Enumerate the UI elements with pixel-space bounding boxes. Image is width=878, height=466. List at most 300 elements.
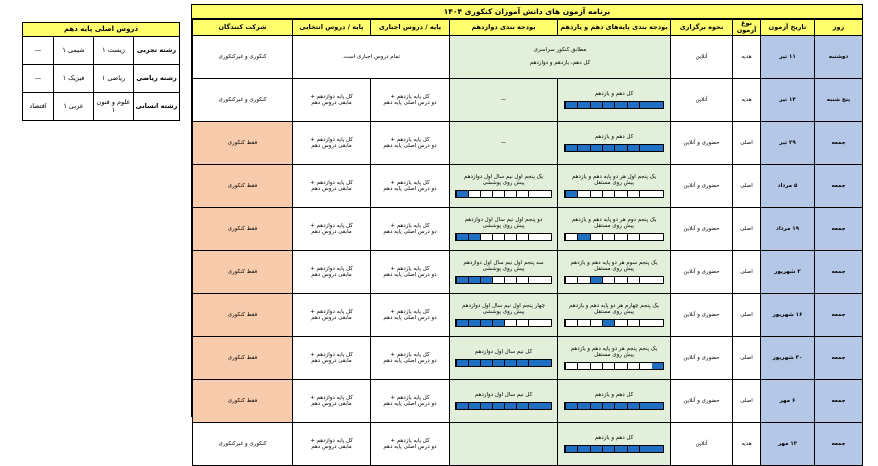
participants-cell: فقط کنکوری <box>193 336 293 379</box>
participants-cell: فقط کنکوری <box>193 293 293 336</box>
progress-bar <box>455 190 551 198</box>
exam-type-cell: اصلی <box>733 207 761 250</box>
bar-segment <box>627 320 639 326</box>
day-cell: جمعه <box>815 422 863 465</box>
bar-segment <box>516 360 528 366</box>
budget-text: — <box>500 96 507 103</box>
required-courses-cell <box>371 250 450 293</box>
bar-segment <box>590 363 602 369</box>
course-line: دو درس اصلی پایه دهم <box>383 142 437 149</box>
date-cell: ۱۴ تیر <box>761 78 815 121</box>
bar-segment <box>602 191 614 197</box>
bar-segment <box>590 191 602 197</box>
bar-segment <box>565 363 577 369</box>
table-row <box>193 336 863 379</box>
side-course: زیست ۱ <box>94 37 134 65</box>
exam-type-cell: هدیه <box>733 422 761 465</box>
course-line: مابقی دروس دهم <box>311 314 352 321</box>
bar-segment <box>528 191 540 197</box>
bar-segment <box>516 234 528 240</box>
exam-type-cell: اصلی <box>733 250 761 293</box>
day-cell: جمعه <box>815 121 863 164</box>
bar-segment <box>540 277 551 283</box>
course-line: کل پایه یازدهم + <box>390 136 430 143</box>
bar-segment <box>468 320 480 326</box>
bar-segment <box>614 277 626 283</box>
budget-text: یک پنجم اول نیم سال اول دوازدهم <box>463 174 544 181</box>
progress-bar <box>455 402 551 410</box>
side-table <box>22 22 180 121</box>
budget-text: کل نیم سال اول دوازدهم <box>474 392 533 399</box>
course-line: دو درس اصلی پایه دهم <box>383 443 437 450</box>
course-line: دو درس اصلی پایه دهم <box>383 185 437 192</box>
course-line: کل پایه دوازدهم + <box>310 93 353 100</box>
course-line: دو درس اصلی پایه دهم <box>383 357 437 364</box>
bar-segment <box>590 446 602 452</box>
bar-segment <box>492 277 504 283</box>
bar-segment <box>614 234 626 240</box>
elective-courses-cell <box>293 78 371 121</box>
bar-segment <box>577 320 589 326</box>
bar-segment <box>565 403 577 409</box>
bar-segment <box>639 277 651 283</box>
bar-segment <box>456 234 468 240</box>
budget-text: سه پنجم اول نیم سال اول دوازدهم <box>463 260 544 267</box>
bar-segment <box>456 277 468 283</box>
course-line: کل پایه یازدهم + <box>390 308 430 315</box>
budget-12-cell <box>450 207 558 250</box>
bar-segment <box>565 145 577 151</box>
progress-bar <box>564 190 665 198</box>
budget-subtext: پیش روی مستقل <box>594 266 634 273</box>
budget-subtext: پیش روی پوششی <box>482 180 525 187</box>
progress-bar <box>564 233 665 241</box>
budget-subtext: پیش روی پوششی <box>482 266 525 273</box>
bar-segment <box>590 320 602 326</box>
bar-segment <box>456 191 468 197</box>
budget-12-cell <box>450 121 558 164</box>
bar-segment <box>602 277 614 283</box>
exam-type-cell: هدیه <box>733 78 761 121</box>
bar-segment <box>652 145 663 151</box>
bar-segment <box>565 446 577 452</box>
course-line: کل پایه یازدهم + <box>390 351 430 358</box>
bar-segment <box>652 320 663 326</box>
bar-segment <box>639 145 651 151</box>
schedule-table <box>191 4 863 450</box>
course-line: کل پایه دوازدهم + <box>310 308 353 315</box>
column-header: بودجه بندی پایه‌های دهم و یازدهم <box>558 20 671 36</box>
budget-text: کل دهم و یازدهم <box>594 392 634 399</box>
bar-segment <box>565 320 577 326</box>
exam-mode-cell: آنلاین <box>671 78 733 121</box>
bar-segment <box>590 277 602 283</box>
bar-segment <box>577 234 589 240</box>
exam-mode-cell: حضوری و آنلاین <box>671 164 733 207</box>
table-row <box>193 207 863 250</box>
bar-segment <box>480 277 492 283</box>
bar-segment <box>614 102 626 108</box>
bar-segment <box>565 102 577 108</box>
bar-segment <box>516 320 528 326</box>
side-course: ریاضی ۱ <box>94 65 134 93</box>
bar-segment <box>540 234 551 240</box>
participants-cell: کنکوری و غیرکنکوری <box>193 78 293 121</box>
bar-segment <box>652 234 663 240</box>
required-courses-cell <box>371 336 450 379</box>
bar-segment <box>614 403 626 409</box>
bar-segment <box>590 102 602 108</box>
budget-10-11-cell <box>558 121 671 164</box>
course-line: کل پایه یازدهم + <box>390 222 430 229</box>
bar-segment <box>528 360 540 366</box>
bar-segment <box>528 320 540 326</box>
budget-10-11-cell <box>558 379 671 422</box>
bar-segment <box>504 403 516 409</box>
bar-segment <box>456 403 468 409</box>
budget-text: دو پنجم اول نیم سال اول دوازدهم <box>464 217 543 224</box>
exam-type-cell: هدیه <box>733 35 761 78</box>
participants-cell: فقط کنکوری <box>193 379 293 422</box>
progress-bar <box>564 445 665 453</box>
bar-segment <box>614 363 626 369</box>
day-cell: دوشنبه <box>815 35 863 78</box>
side-course: عربی ۱ <box>54 93 94 121</box>
bar-segment <box>577 363 589 369</box>
side-course: علوم و فنون ۱ <box>94 93 134 121</box>
table-row <box>193 250 863 293</box>
courses-span-cell: تمام دروس اجباری است. <box>293 35 450 78</box>
progress-bar <box>564 402 665 410</box>
exam-type-cell: اصلی <box>733 293 761 336</box>
bar-segment <box>540 320 551 326</box>
course-line: کل پایه دوازدهم + <box>310 437 353 444</box>
budget-subtext: پیش روی پوششی <box>482 223 525 230</box>
bar-segment <box>627 191 639 197</box>
course-line: دو درس اصلی پایه دهم <box>383 271 437 278</box>
day-cell: جمعه <box>815 336 863 379</box>
budget-12-cell <box>450 379 558 422</box>
table-row <box>193 35 863 78</box>
date-cell: ۱۳ مهر <box>761 422 815 465</box>
bar-segment <box>602 102 614 108</box>
bar-segment <box>516 403 528 409</box>
bar-segment <box>652 363 663 369</box>
course-line: کل پایه یازدهم + <box>390 394 430 401</box>
progress-bar <box>564 319 665 327</box>
exam-mode-cell: آنلاین <box>671 35 733 78</box>
side-group: رشته انسانی <box>134 93 180 121</box>
day-cell: جمعه <box>815 207 863 250</box>
column-header: بودجه بندی دوازدهم <box>450 20 558 36</box>
column-header: تاریخ آزمون <box>761 20 815 36</box>
budget-12-cell <box>450 336 558 379</box>
bar-segment <box>590 403 602 409</box>
budget-line: کل دهم، یازدهم و دوازدهم <box>529 60 591 67</box>
required-courses-cell <box>371 422 450 465</box>
schedule-grid <box>192 19 863 466</box>
bar-segment <box>577 145 589 151</box>
bar-segment <box>540 403 551 409</box>
bar-segment <box>639 234 651 240</box>
exam-mode-cell: حضوری و آنلاین <box>671 121 733 164</box>
table-row <box>193 293 863 336</box>
exam-type-cell: اصلی <box>733 164 761 207</box>
budget-text: یک پنجم چهارم هر دو پایه دهم و یازدهم <box>569 303 659 310</box>
budget-10-11-cell <box>558 78 671 121</box>
progress-bar <box>564 362 665 370</box>
exam-type-cell: اصلی <box>733 379 761 422</box>
budget-12-cell <box>450 293 558 336</box>
course-line: مابقی دروس دهم <box>311 443 352 450</box>
budget-text: چهار پنجم اول نیم سال اول دوازدهم <box>462 303 545 310</box>
bar-segment <box>602 145 614 151</box>
bar-segment <box>627 403 639 409</box>
bar-segment <box>577 277 589 283</box>
budget-span-cell <box>450 35 671 78</box>
bar-segment <box>565 234 577 240</box>
date-cell: ۱۹ مرداد <box>761 207 815 250</box>
budget-text: یک پنجم پنجم هر دو پایه دهم و یازدهم <box>570 346 658 353</box>
bar-segment <box>480 360 492 366</box>
required-courses-cell <box>371 293 450 336</box>
budget-12-cell <box>450 422 558 465</box>
budget-line: مطابق کنکور سراسری <box>533 47 587 54</box>
course-line: کل پایه دوازدهم + <box>310 394 353 401</box>
bar-segment <box>492 403 504 409</box>
bar-segment <box>627 234 639 240</box>
bar-segment <box>627 145 639 151</box>
budget-text: — <box>500 139 507 146</box>
budget-text: یک پنجم سوم هر دو پایه دهم و یازدهم <box>570 260 658 267</box>
exam-mode-cell: حضوری و آنلاین <box>671 293 733 336</box>
bar-segment <box>602 446 614 452</box>
bar-segment <box>492 320 504 326</box>
budget-subtext: پیش روی مستقل <box>594 309 634 316</box>
budget-text: یک پنجم اول هر دو پایه دهم و یازدهم <box>571 174 657 181</box>
budget-10-11-cell <box>558 336 671 379</box>
exam-mode-cell: حضوری و آنلاین <box>671 207 733 250</box>
elective-courses-cell <box>293 207 371 250</box>
elective-courses-cell <box>293 336 371 379</box>
bar-segment <box>565 191 577 197</box>
bar-segment <box>528 403 540 409</box>
participants-cell: فقط کنکوری <box>193 164 293 207</box>
budget-subtext: پیش روی مستقل <box>594 180 634 187</box>
budget-10-11-cell <box>558 207 671 250</box>
bar-segment <box>627 363 639 369</box>
day-cell: جمعه <box>815 379 863 422</box>
side-title: دروس اصلی پایه دهم <box>23 23 180 37</box>
column-header: روز <box>815 20 863 36</box>
course-line: دو درس اصلی پایه دهم <box>383 228 437 235</box>
exam-mode-cell: حضوری و آنلاین <box>671 336 733 379</box>
bar-segment <box>456 360 468 366</box>
bar-segment <box>652 403 663 409</box>
course-line: کل پایه یازدهم + <box>390 93 430 100</box>
required-courses-cell <box>371 78 450 121</box>
budget-subtext: پیش روی مستقل <box>594 352 634 359</box>
bar-segment <box>652 446 663 452</box>
budget-12-cell <box>450 78 558 121</box>
bar-segment <box>639 446 651 452</box>
bar-segment <box>639 363 651 369</box>
exam-mode-cell: آنلاین <box>671 422 733 465</box>
schedule-title: برنامه آزمون های دانش آموزان کنکوری ۱۴۰۴ <box>192 5 862 19</box>
course-line: کل پایه دوازدهم + <box>310 351 353 358</box>
course-line: کل پایه دوازدهم + <box>310 222 353 229</box>
bar-segment <box>652 191 663 197</box>
bar-segment <box>614 320 626 326</box>
table-row <box>193 164 863 207</box>
bar-segment <box>602 234 614 240</box>
side-group: رشته ریاضی <box>134 65 180 93</box>
budget-10-11-cell <box>558 164 671 207</box>
progress-bar <box>564 144 665 152</box>
bar-segment <box>492 191 504 197</box>
bar-segment <box>480 320 492 326</box>
bar-segment <box>516 191 528 197</box>
bar-segment <box>590 145 602 151</box>
budget-10-11-cell <box>558 250 671 293</box>
course-line: کل پایه یازدهم + <box>390 437 430 444</box>
bar-segment <box>504 234 516 240</box>
column-header: شرکت کنندگان <box>193 20 293 36</box>
progress-bar <box>455 233 551 241</box>
bar-segment <box>639 191 651 197</box>
exam-mode-cell: حضوری و آنلاین <box>671 379 733 422</box>
bar-segment <box>652 102 663 108</box>
progress-bar <box>564 276 665 284</box>
elective-courses-cell <box>293 422 371 465</box>
day-cell: جمعه <box>815 250 863 293</box>
date-cell: ۱۶ شهریور <box>761 293 815 336</box>
table-row <box>193 78 863 121</box>
bar-segment <box>652 277 663 283</box>
side-group: رشته تجربی <box>134 37 180 65</box>
elective-courses-cell <box>293 250 371 293</box>
bar-segment <box>639 320 651 326</box>
exam-type-cell: اصلی <box>733 336 761 379</box>
bar-segment <box>504 191 516 197</box>
bar-segment <box>492 360 504 366</box>
course-line: مابقی دروس دهم <box>311 228 352 235</box>
bar-segment <box>590 234 602 240</box>
bar-segment <box>468 403 480 409</box>
bar-segment <box>540 360 551 366</box>
course-line: مابقی دروس دهم <box>311 185 352 192</box>
bar-segment <box>565 277 577 283</box>
elective-courses-cell <box>293 121 371 164</box>
bar-segment <box>602 363 614 369</box>
course-line: مابقی دروس دهم <box>311 271 352 278</box>
date-cell: ۵ مرداد <box>761 164 815 207</box>
bar-segment <box>468 277 480 283</box>
course-line: مابقی دروس دهم <box>311 400 352 407</box>
bar-segment <box>480 234 492 240</box>
course-line: مابقی دروس دهم <box>311 99 352 106</box>
participants-cell: فقط کنکوری <box>193 207 293 250</box>
course-line: کل پایه یازدهم + <box>390 179 430 186</box>
bar-segment <box>468 234 480 240</box>
date-cell: ۲۹ تیر <box>761 121 815 164</box>
bar-segment <box>468 191 480 197</box>
day-cell: پنج شنبه <box>815 78 863 121</box>
budget-subtext: پیش روی مستقل <box>594 223 634 230</box>
course-line: دو درس اصلی پایه دهم <box>383 400 437 407</box>
course-line: کل پایه دوازدهم + <box>310 179 353 186</box>
header-row <box>193 20 863 36</box>
course-line: کل پایه دوازدهم + <box>310 136 353 143</box>
column-header: نوع آزمون <box>733 20 761 36</box>
elective-courses-cell <box>293 293 371 336</box>
participants-cell: فقط کنکوری <box>193 250 293 293</box>
exam-type-cell: اصلی <box>733 121 761 164</box>
course-line: کل پایه یازدهم + <box>390 265 430 272</box>
bar-segment <box>627 446 639 452</box>
bar-segment <box>480 403 492 409</box>
side-course: فیزیک ۱ <box>54 65 94 93</box>
participants-cell: فقط کنکوری <box>193 121 293 164</box>
bar-segment <box>639 102 651 108</box>
table-row <box>193 379 863 422</box>
bar-segment <box>528 277 540 283</box>
bar-segment <box>468 360 480 366</box>
progress-bar <box>564 101 665 109</box>
budget-10-11-cell <box>558 293 671 336</box>
date-cell: ۶ مهر <box>761 379 815 422</box>
course-line: مابقی دروس دهم <box>311 142 352 149</box>
bar-segment <box>639 403 651 409</box>
bar-segment <box>602 320 614 326</box>
side-course: اقتصاد <box>23 93 54 121</box>
progress-bar <box>455 359 551 367</box>
date-cell: ۱۱ تیر <box>761 35 815 78</box>
budget-text: کل دهم و یازدهم <box>594 435 634 442</box>
bar-segment <box>577 191 589 197</box>
bar-segment <box>492 234 504 240</box>
participants-cell: کنکوری و غیرکنکوری <box>193 35 293 78</box>
side-course: شیمی ۱ <box>54 37 94 65</box>
budget-text: کل دهم و یازدهم <box>594 134 634 141</box>
progress-bar <box>455 319 551 327</box>
bar-segment <box>577 446 589 452</box>
day-cell: جمعه <box>815 293 863 336</box>
bar-segment <box>480 191 492 197</box>
bar-segment <box>577 403 589 409</box>
date-cell: ۳۰ شهریور <box>761 336 815 379</box>
budget-text: یک پنجم دوم هر دو پایه دهم و یازدهم <box>571 217 657 224</box>
side-course: — <box>23 65 54 93</box>
table-row <box>193 121 863 164</box>
bar-segment <box>528 234 540 240</box>
bar-segment <box>614 446 626 452</box>
bar-segment <box>504 360 516 366</box>
elective-courses-cell <box>293 379 371 422</box>
budget-text: کل نیم سال اول دوازدهم <box>474 349 533 356</box>
bar-segment <box>614 145 626 151</box>
progress-bar <box>455 276 551 284</box>
bar-segment <box>602 403 614 409</box>
course-line: دو درس اصلی پایه دهم <box>383 99 437 106</box>
budget-text: کل دهم و یازدهم <box>594 91 634 98</box>
elective-courses-cell <box>293 164 371 207</box>
required-courses-cell <box>371 121 450 164</box>
bar-segment <box>614 191 626 197</box>
budget-12-cell <box>450 164 558 207</box>
side-course: — <box>23 37 54 65</box>
course-line: مابقی دروس دهم <box>311 357 352 364</box>
